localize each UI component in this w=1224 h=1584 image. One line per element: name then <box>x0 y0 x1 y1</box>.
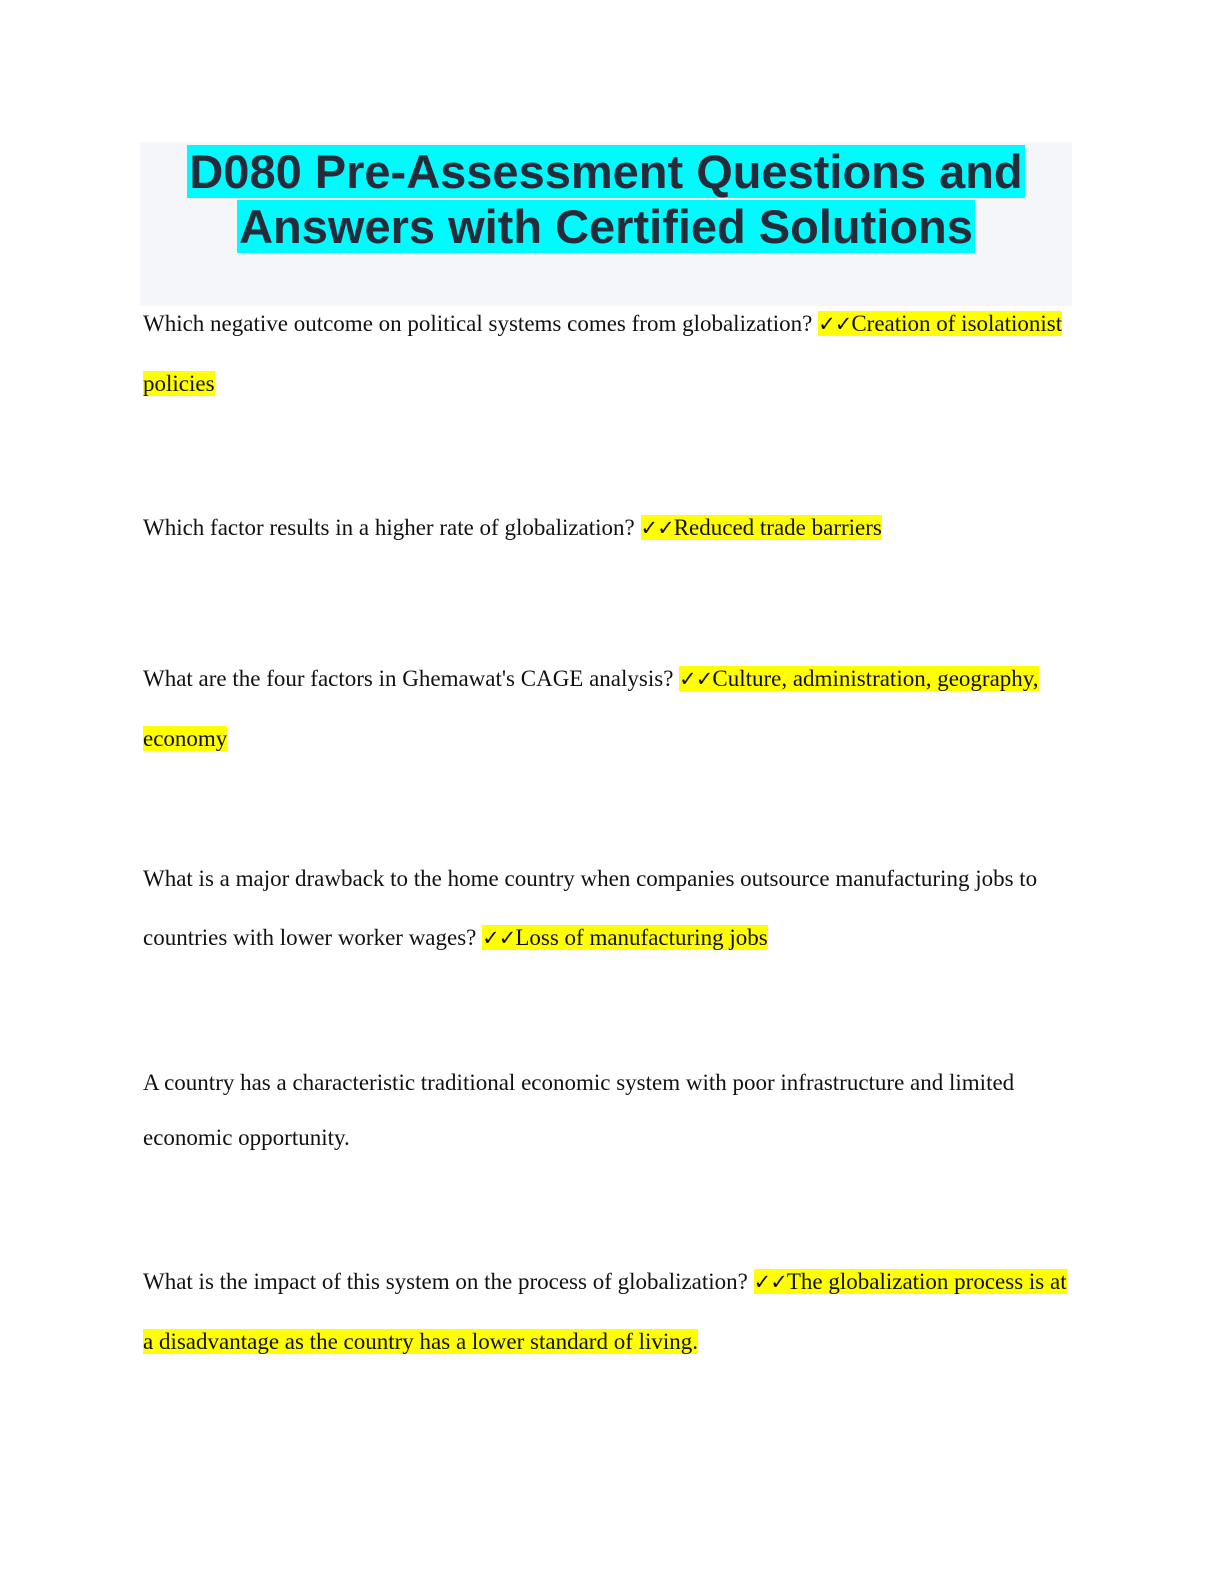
answer-text: Creation of isolationist policies <box>143 311 1063 396</box>
qa-item-4 <box>143 849 1078 968</box>
question-text: A country has a characteristic traditional economic system with poor infrastructure and limited economic opportunity. <box>143 1070 1015 1150</box>
double-check-icon: ✓✓ <box>818 312 852 336</box>
qa-item-1 <box>143 294 1078 413</box>
qa-item-5 <box>143 1055 1078 1165</box>
question-text: Which factor results in a higher rate of globalization? <box>143 515 635 540</box>
double-check-icon: ✓✓ <box>640 516 674 540</box>
document-title <box>140 142 1072 254</box>
question-text: What is a major drawback to the home country when companies outsource manufacturing jobs to countries with lower worker wages? <box>143 866 1038 950</box>
double-check-icon: ✓✓ <box>482 926 516 950</box>
answer-text: Loss of manufacturing jobs <box>515 925 768 950</box>
answer-text: Culture, administration, geography, economy <box>143 666 1039 751</box>
question-text: Which negative outcome on political systems comes from globalization? <box>143 311 813 336</box>
qa-item-3 <box>143 649 1078 768</box>
title-line-1: D080 Pre-Assessment Questions and <box>189 145 1023 198</box>
title-line-2: Answers with Certified Solutions <box>239 200 973 253</box>
answer-text: Reduced trade barriers <box>673 515 882 540</box>
answer-highlight <box>482 925 768 950</box>
answer-text: The globalization process is at a disadvantage as the country has a lower standard of living. <box>143 1269 1067 1354</box>
question-text: What are the four factors in Ghemawat's CAGE analysis? <box>143 666 674 691</box>
answer-highlight <box>641 515 882 540</box>
qa-item-6 <box>143 1252 1078 1371</box>
question-text: What is the impact of this system on the process of globalization? <box>143 1269 748 1294</box>
qa-item-2 <box>143 498 1078 558</box>
double-check-icon: ✓✓ <box>753 1270 787 1294</box>
title-block <box>140 142 1072 306</box>
double-check-icon: ✓✓ <box>679 667 713 691</box>
